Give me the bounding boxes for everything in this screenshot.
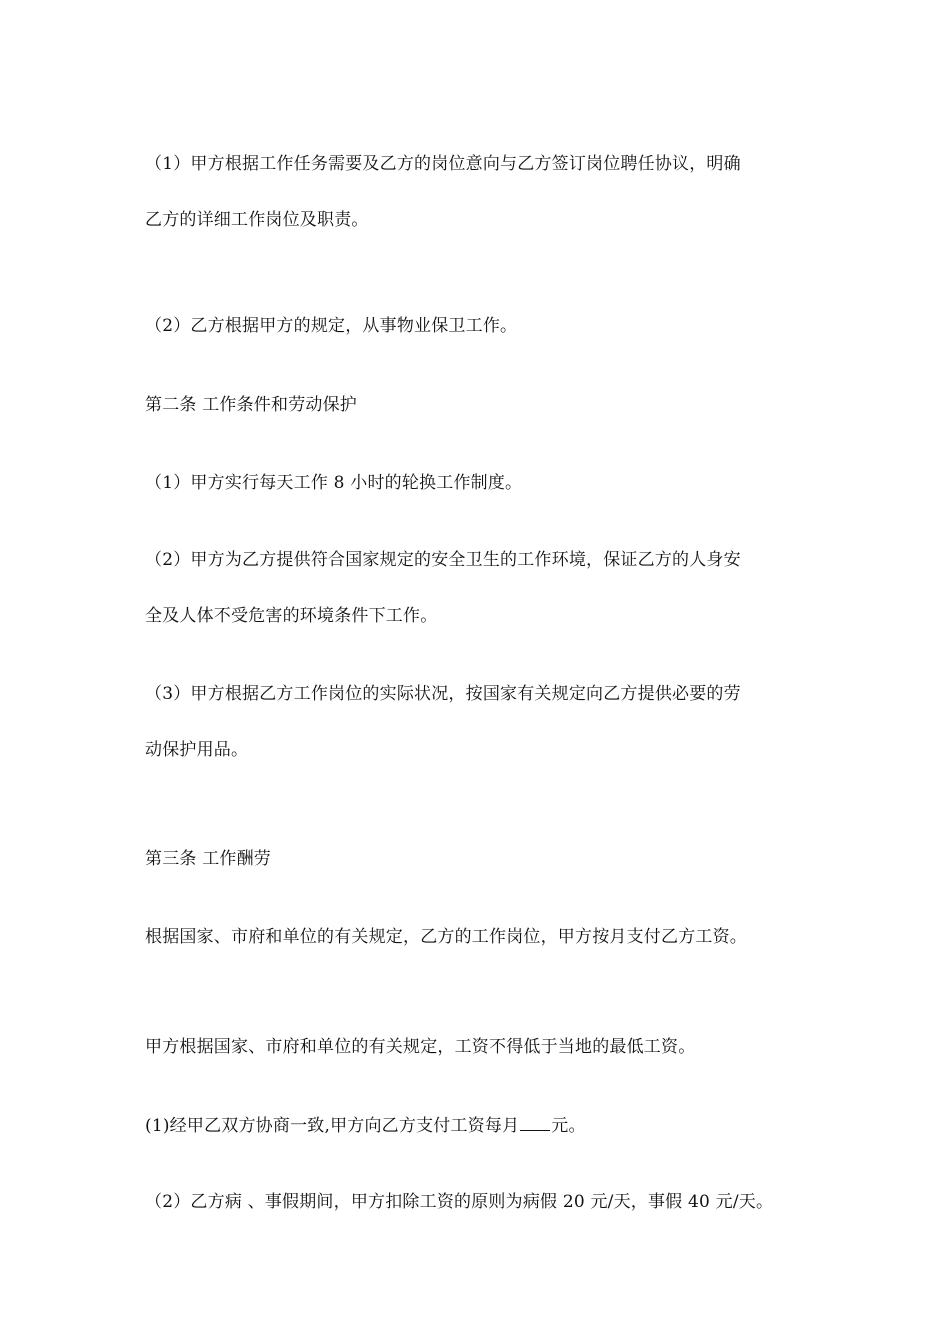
salary-amount-blank [520, 1112, 550, 1131]
article-3-heading: 第三条 工作酬劳 [145, 849, 272, 869]
clause-3-1 [145, 1112, 586, 1138]
minimum-wage-rule: 甲方根据国家、市府和单位的有关规定，工资不得低于当地的最低工资。 [145, 1037, 696, 1057]
clause-1-2: （2）乙方根据甲方的规定，从事物业保卫工作。 [145, 316, 518, 336]
article-2-heading: 第二条 工作条件和劳动保护 [145, 395, 358, 415]
salary-text-before: (1)经甲乙双方协商一致,甲方向乙方支付工资每月 [145, 1116, 520, 1136]
salary-principle: 根据国家、市府和单位的有关规定，乙方的工作岗位，甲方按月支付乙方工资。 [145, 927, 747, 947]
clause-2-3-line-1: （3）甲方根据乙方工作岗位的实际状况，按国家有关规定向乙方提供必要的劳 [145, 684, 741, 704]
clause-2-3-line-2: 动保护用品。 [145, 740, 249, 760]
salary-text-after: 元。 [551, 1116, 586, 1136]
clause-1-1-line-1: （1）甲方根据工作任务需要及乙方的岗位意向与乙方签订岗位聘任协议，明确 [145, 154, 741, 174]
clause-3-2: （2）乙方病 、事假期间，甲方扣除工资的原则为病假 20 元/天，事假 40 元/天。 [145, 1192, 774, 1212]
clause-2-2-line-2: 全及人体不受危害的环境条件下工作。 [145, 606, 438, 626]
clause-2-2-line-1: （2）甲方为乙方提供符合国家规定的安全卫生的工作环境，保证乙方的人身安 [145, 550, 741, 570]
clause-2-1: （1）甲方实行每天工作 8 小时的轮换工作制度。 [145, 473, 523, 493]
clause-1-1-line-2: 乙方的详细工作岗位及职责。 [145, 210, 369, 230]
